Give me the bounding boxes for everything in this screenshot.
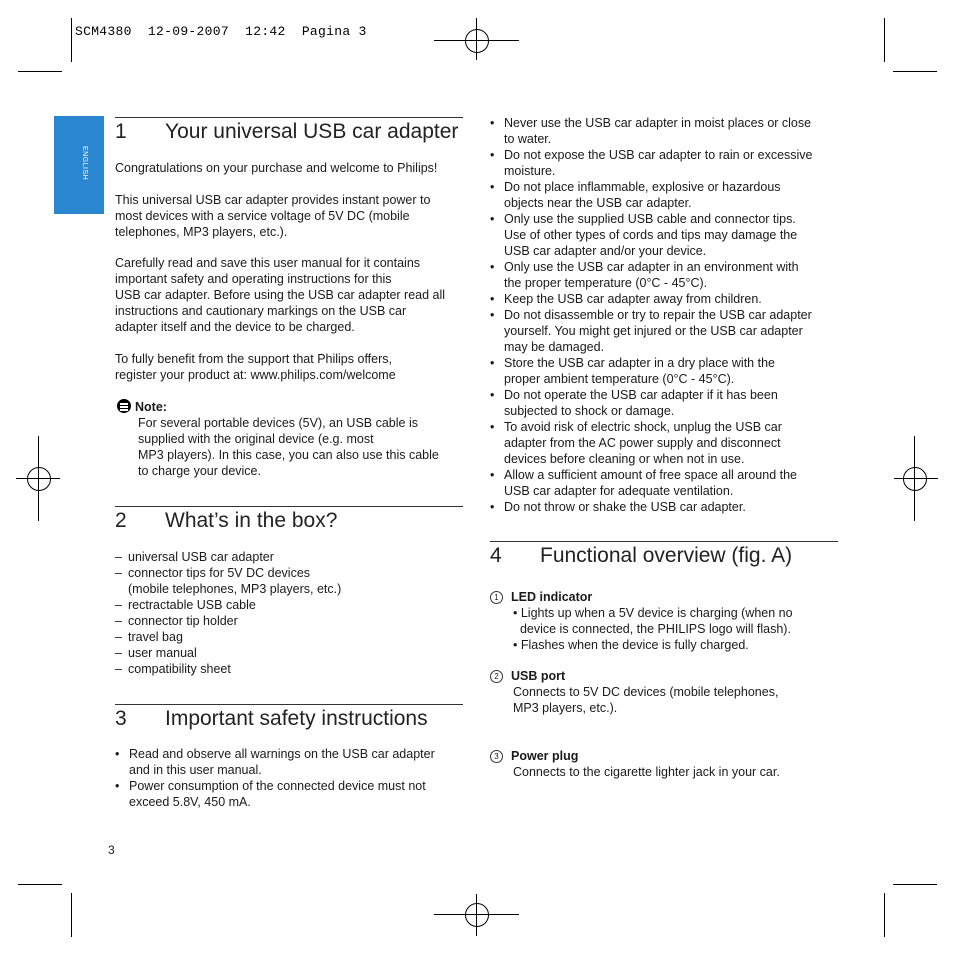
section1-number: 1 <box>115 120 127 143</box>
text-line: universal USB car adapter <box>128 550 274 564</box>
note-body <box>138 415 439 479</box>
bullet-marker: • <box>490 212 495 226</box>
bullet-marker: • <box>490 500 495 514</box>
section2-title: What’s in the box? <box>165 509 338 532</box>
text-line: Store the USB car adapter in a dry place with the <box>504 356 775 370</box>
section3-heading <box>115 707 428 731</box>
bullet-marker: • <box>490 260 495 274</box>
note-heading <box>117 399 167 415</box>
note-icon <box>117 399 131 413</box>
text-line: and in this user manual. <box>129 763 262 777</box>
part-number-badge: 3 <box>490 750 503 763</box>
text-line: rectractable USB cable <box>128 598 256 612</box>
dash-marker: – <box>115 614 122 628</box>
section4-heading <box>490 544 792 568</box>
text-line: proper ambient temperature (0°C - 45°C). <box>504 372 735 386</box>
section2-rule <box>115 506 463 507</box>
text-line: MP3 players). In this case, you can also use this cable <box>138 448 439 462</box>
text-line: Use of other types of cords and tips may damage the <box>504 228 798 242</box>
text-line: instructions and cautionary markings on the USB car <box>115 304 407 318</box>
text-line: connector tips for 5V DC devices <box>128 566 311 580</box>
text-line: Do not operate the USB car adapter if it has been <box>504 388 778 402</box>
section3-rule <box>115 704 463 705</box>
bullet-marker: • <box>490 148 495 162</box>
part-number-badge: 2 <box>490 670 503 683</box>
list-item <box>490 355 813 387</box>
part-name: USB port <box>511 669 566 683</box>
list-item <box>115 629 341 645</box>
text-line: To fully benefit from the support that Philips offers, <box>115 352 392 366</box>
text-line: subjected to shock or damage. <box>504 404 675 418</box>
list-item <box>490 419 813 467</box>
dash-marker: – <box>115 566 122 580</box>
bullet-marker: • <box>490 292 495 306</box>
bullet-marker: • <box>490 420 495 434</box>
bullet-marker: • <box>490 388 495 402</box>
text-line: travel bag <box>128 630 183 644</box>
bullet-marker: • <box>490 308 495 322</box>
section3-number: 3 <box>115 707 127 730</box>
part-usb-port <box>490 668 778 716</box>
safety-list-left <box>115 746 435 810</box>
dash-marker: – <box>115 630 122 644</box>
text-line: • Flashes when the device is fully charged. <box>513 638 749 652</box>
text-line: compatibility sheet <box>128 662 231 676</box>
dash-marker: – <box>115 598 122 612</box>
dash-marker: – <box>115 550 122 564</box>
bullet-marker: • <box>115 779 120 793</box>
note-label: Note: <box>135 400 167 414</box>
text-line: Connects to 5V DC devices (mobile telephones, <box>513 685 779 699</box>
text-line: To avoid risk of electric shock, unplug the USB car <box>504 420 782 434</box>
text-line: connector tip holder <box>128 614 238 628</box>
dash-marker: – <box>115 662 122 676</box>
section4-title: Functional overview (fig. A) <box>540 544 793 567</box>
box-contents-list <box>115 549 341 677</box>
text-line: (mobile telephones, MP3 players, etc.) <box>128 582 342 596</box>
text-line: Do not expose the USB car adapter to rain or excessive <box>504 148 813 162</box>
text-line: Only use the supplied USB cable and connector tips. <box>504 212 796 226</box>
part-led-indicator <box>490 589 793 653</box>
language-tab <box>54 116 104 214</box>
section2-heading <box>115 509 337 533</box>
page-number: 3 <box>108 843 115 857</box>
bullet-marker: • <box>490 180 495 194</box>
text-line: may be damaged. <box>504 340 605 354</box>
text-line: devices before cleaning or when not in use. <box>504 452 745 466</box>
text-line: user manual <box>128 646 197 660</box>
section1-title: Your universal USB car adapter <box>165 120 459 143</box>
section1-intro <box>115 160 437 176</box>
safety-list-right <box>490 115 813 515</box>
text-line: Do not disassemble or try to repair the USB car adapter <box>504 308 812 322</box>
text-line: Allow a sufficient amount of free space all around the <box>504 468 797 482</box>
text-line: USB car adapter. Before using the USB car adapter read all <box>115 288 446 302</box>
bullet-marker: • <box>490 116 495 130</box>
list-item <box>115 613 341 629</box>
text-line: Never use the USB car adapter in moist places or close <box>504 116 812 130</box>
text-line: objects near the USB car adapter. <box>504 196 692 210</box>
text-line: USB car adapter for adequate ventilation. <box>504 484 734 498</box>
text-line: This universal USB car adapter provides instant power to <box>115 193 431 207</box>
text-line: register your product at: www.philips.com/welcome <box>115 368 396 382</box>
part-name: Power plug <box>511 749 579 763</box>
section1-para1: Congratulations on your purchase and welcome to Philips! <box>115 161 438 175</box>
text-line: most devices with a service voltage of 5V DC (mobile <box>115 209 410 223</box>
list-item <box>490 499 813 515</box>
list-item <box>490 307 813 355</box>
section1-rule <box>115 117 463 118</box>
text-line: For several portable devices (5V), an USB cable is <box>138 416 418 430</box>
bullet-marker: • <box>490 468 495 482</box>
list-item <box>115 597 341 613</box>
list-item <box>115 645 341 661</box>
text-line: the proper temperature (0°C - 45°C). <box>504 276 708 290</box>
section1-para4 <box>115 351 396 383</box>
list-item <box>115 565 341 597</box>
text-line: moisture. <box>504 164 556 178</box>
text-line: Only use the USB car adapter in an environment with <box>504 260 799 274</box>
part-number-badge: 1 <box>490 591 503 604</box>
text-line: MP3 players, etc.). <box>513 701 618 715</box>
section1-heading <box>115 120 458 144</box>
text-line: Do not place inflammable, explosive or hazardous <box>504 180 781 194</box>
text-line: telephones, MP3 players, etc.). <box>115 225 288 239</box>
language-tab-label: ENGLISH <box>81 146 88 181</box>
list-item <box>490 259 813 291</box>
list-item <box>490 467 813 499</box>
list-item <box>490 115 813 147</box>
part-name: LED indicator <box>511 590 593 604</box>
section1-para3 <box>115 255 445 335</box>
list-item <box>490 387 813 419</box>
text-line: Do not throw or shake the USB car adapter. <box>504 500 746 514</box>
text-line: to charge your device. <box>138 464 261 478</box>
text-line: yourself. You might get injured or the USB car adapter <box>504 324 803 338</box>
text-line: important safety and operating instructions for this <box>115 272 392 286</box>
text-line: Carefully read and save this user manual for it contains <box>115 256 421 270</box>
part-power-plug <box>490 748 780 780</box>
text-line: adapter itself and the device to be charged. <box>115 320 355 334</box>
text-line: Power consumption of the connected device must not <box>129 779 426 793</box>
list-item <box>115 549 341 565</box>
text-line: supplied with the original device (e.g. most <box>138 432 374 446</box>
text-line: USB car adapter and/or your device. <box>504 244 707 258</box>
list-item <box>490 147 813 179</box>
section4-rule <box>490 541 838 542</box>
list-item <box>115 746 435 778</box>
bullet-marker: • <box>115 747 120 761</box>
text-line: Keep the USB car adapter away from children. <box>504 292 762 306</box>
list-item <box>115 778 435 810</box>
text-line: Connects to the cigarette lighter jack in your car. <box>513 765 780 779</box>
text-line: exceed 5.8V, 450 mA. <box>129 795 251 809</box>
list-item <box>490 211 813 259</box>
text-line: device is connected, the PHILIPS logo will flash). <box>513 622 791 636</box>
text-line: adapter from the AC power supply and disconnect <box>504 436 781 450</box>
bullet-marker: • <box>490 356 495 370</box>
dash-marker: – <box>115 646 122 660</box>
text-line: • Lights up when a 5V device is charging (when no <box>513 606 793 620</box>
text-line: to water. <box>504 132 552 146</box>
list-item <box>115 661 341 677</box>
section1-para2 <box>115 192 430 240</box>
text-line: Read and observe all warnings on the USB car adapter <box>129 747 435 761</box>
section4-number: 4 <box>490 544 502 567</box>
print-header: SCM4380 12-09-2007 12:42 Pagina 3 <box>75 24 367 39</box>
list-item <box>490 179 813 211</box>
section3-title: Important safety instructions <box>165 707 428 730</box>
list-item <box>490 291 813 307</box>
section2-number: 2 <box>115 509 127 532</box>
